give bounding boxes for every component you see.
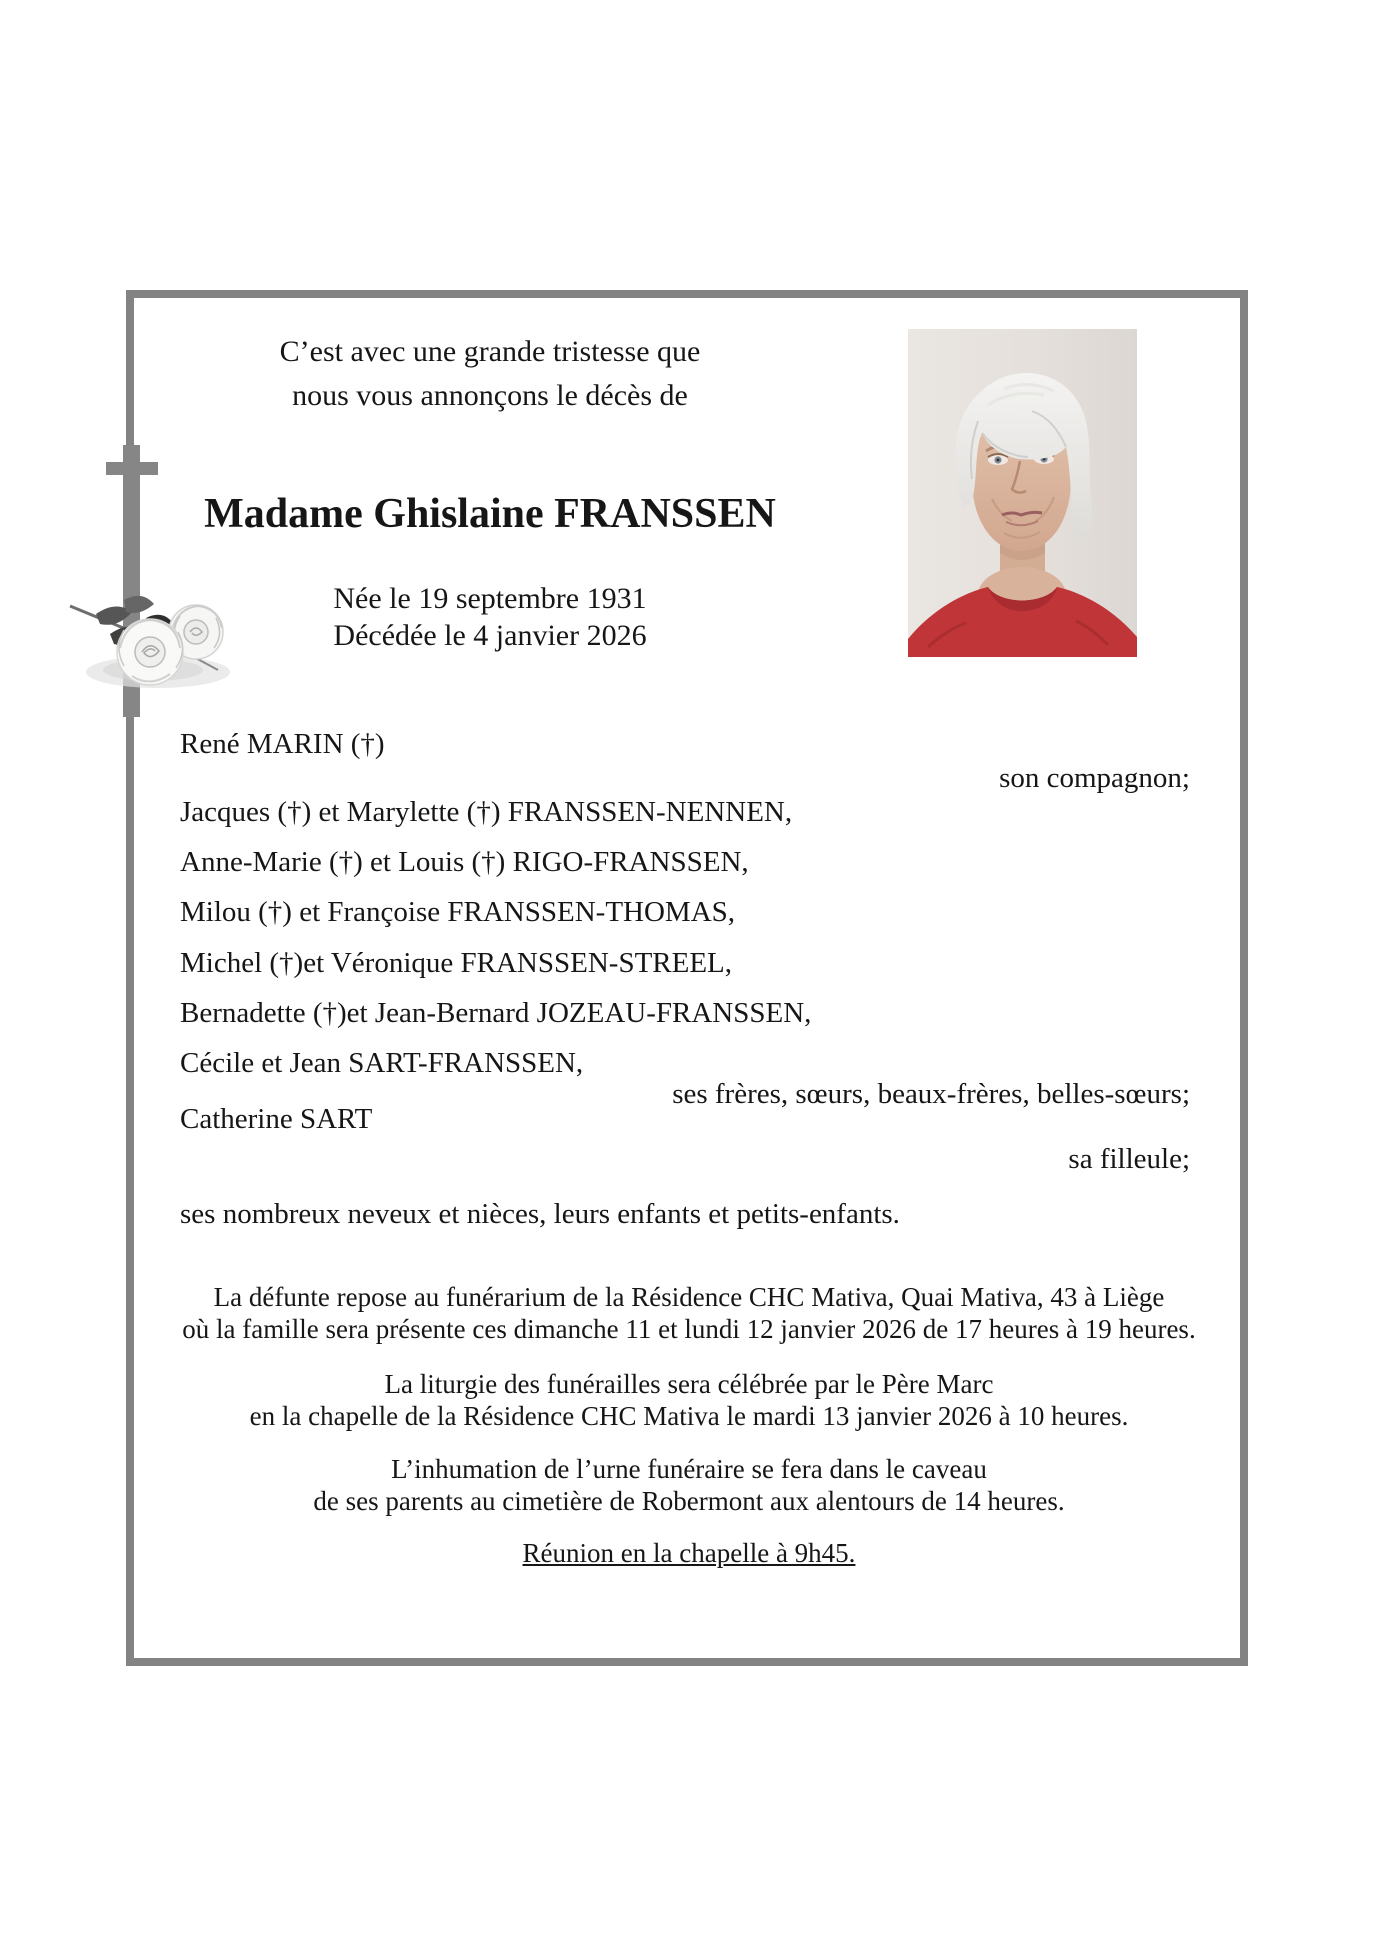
liturgy-info-line: en la chapelle de la Résidence CHC Mativa le mardi 13 janvier 2026 à 10 heures. (249, 1401, 1129, 1431)
relative-line: Jacques (†) et Marylette (†) FRANSSEN-NENNEN, (180, 796, 793, 828)
birth-date: Née le 19 septembre 1931 (333, 582, 647, 615)
meeting-line: Réunion en la chapelle à 9h45. (522, 1538, 856, 1568)
intro-text (180, 330, 800, 418)
portrait-photo (908, 329, 1137, 657)
wake-info-line: où la famille sera présente ces dimanche 11 et lundi 12 janvier 2026 de 17 heures à 19 heures. (182, 1314, 1196, 1344)
relative-line: Milou (†) et Françoise FRANSSEN-THOMAS, (180, 896, 736, 928)
intro-line-1: C’est avec une grande tristesse que (279, 335, 701, 368)
relative-line: René MARIN (†) (180, 728, 385, 760)
life-dates (180, 580, 800, 654)
relative-line: Bernadette (†)et Jean-Bernard JOZEAU-FRANSSEN, (180, 997, 812, 1029)
cross-icon (106, 462, 158, 475)
relative-line: Catherine SART (180, 1103, 373, 1135)
burial-info-line: L’inhumation de l’urne funéraire se fera dans le caveau (391, 1454, 987, 1484)
intro-line-2: nous vous annonçons le décès de (292, 379, 688, 412)
relationship-label: ses frères, sœurs, beaux-frères, belles-sœurs; (672, 1078, 1190, 1110)
relative-line: ses nombreux neveux et nièces, leurs enfants et petits-enfants. (180, 1198, 900, 1230)
relative-line: Anne-Marie (†) et Louis (†) RIGO-FRANSSEN, (180, 846, 749, 878)
relative-line: Michel (†)et Véronique FRANSSEN-STREEL, (180, 947, 733, 979)
burial-info-line: de ses parents au cimetière de Robermont aux alentours de 14 heures. (313, 1486, 1065, 1516)
death-date: Décédée le 4 janvier 2026 (333, 619, 647, 652)
relationship-label: son compagnon; (999, 762, 1190, 794)
deceased-name: Madame Ghislaine FRANSSEN (204, 491, 776, 537)
relative-line: Cécile et Jean SART-FRANSSEN, (180, 1047, 584, 1079)
liturgy-info-line: La liturgie des funérailles sera célébrée par le Père Marc (384, 1369, 994, 1399)
relationship-label: sa filleule; (1068, 1143, 1190, 1175)
wake-info-line: La défunte repose au funérarium de la Résidence CHC Mativa, Quai Mativa, 43 à Liège (213, 1282, 1165, 1312)
